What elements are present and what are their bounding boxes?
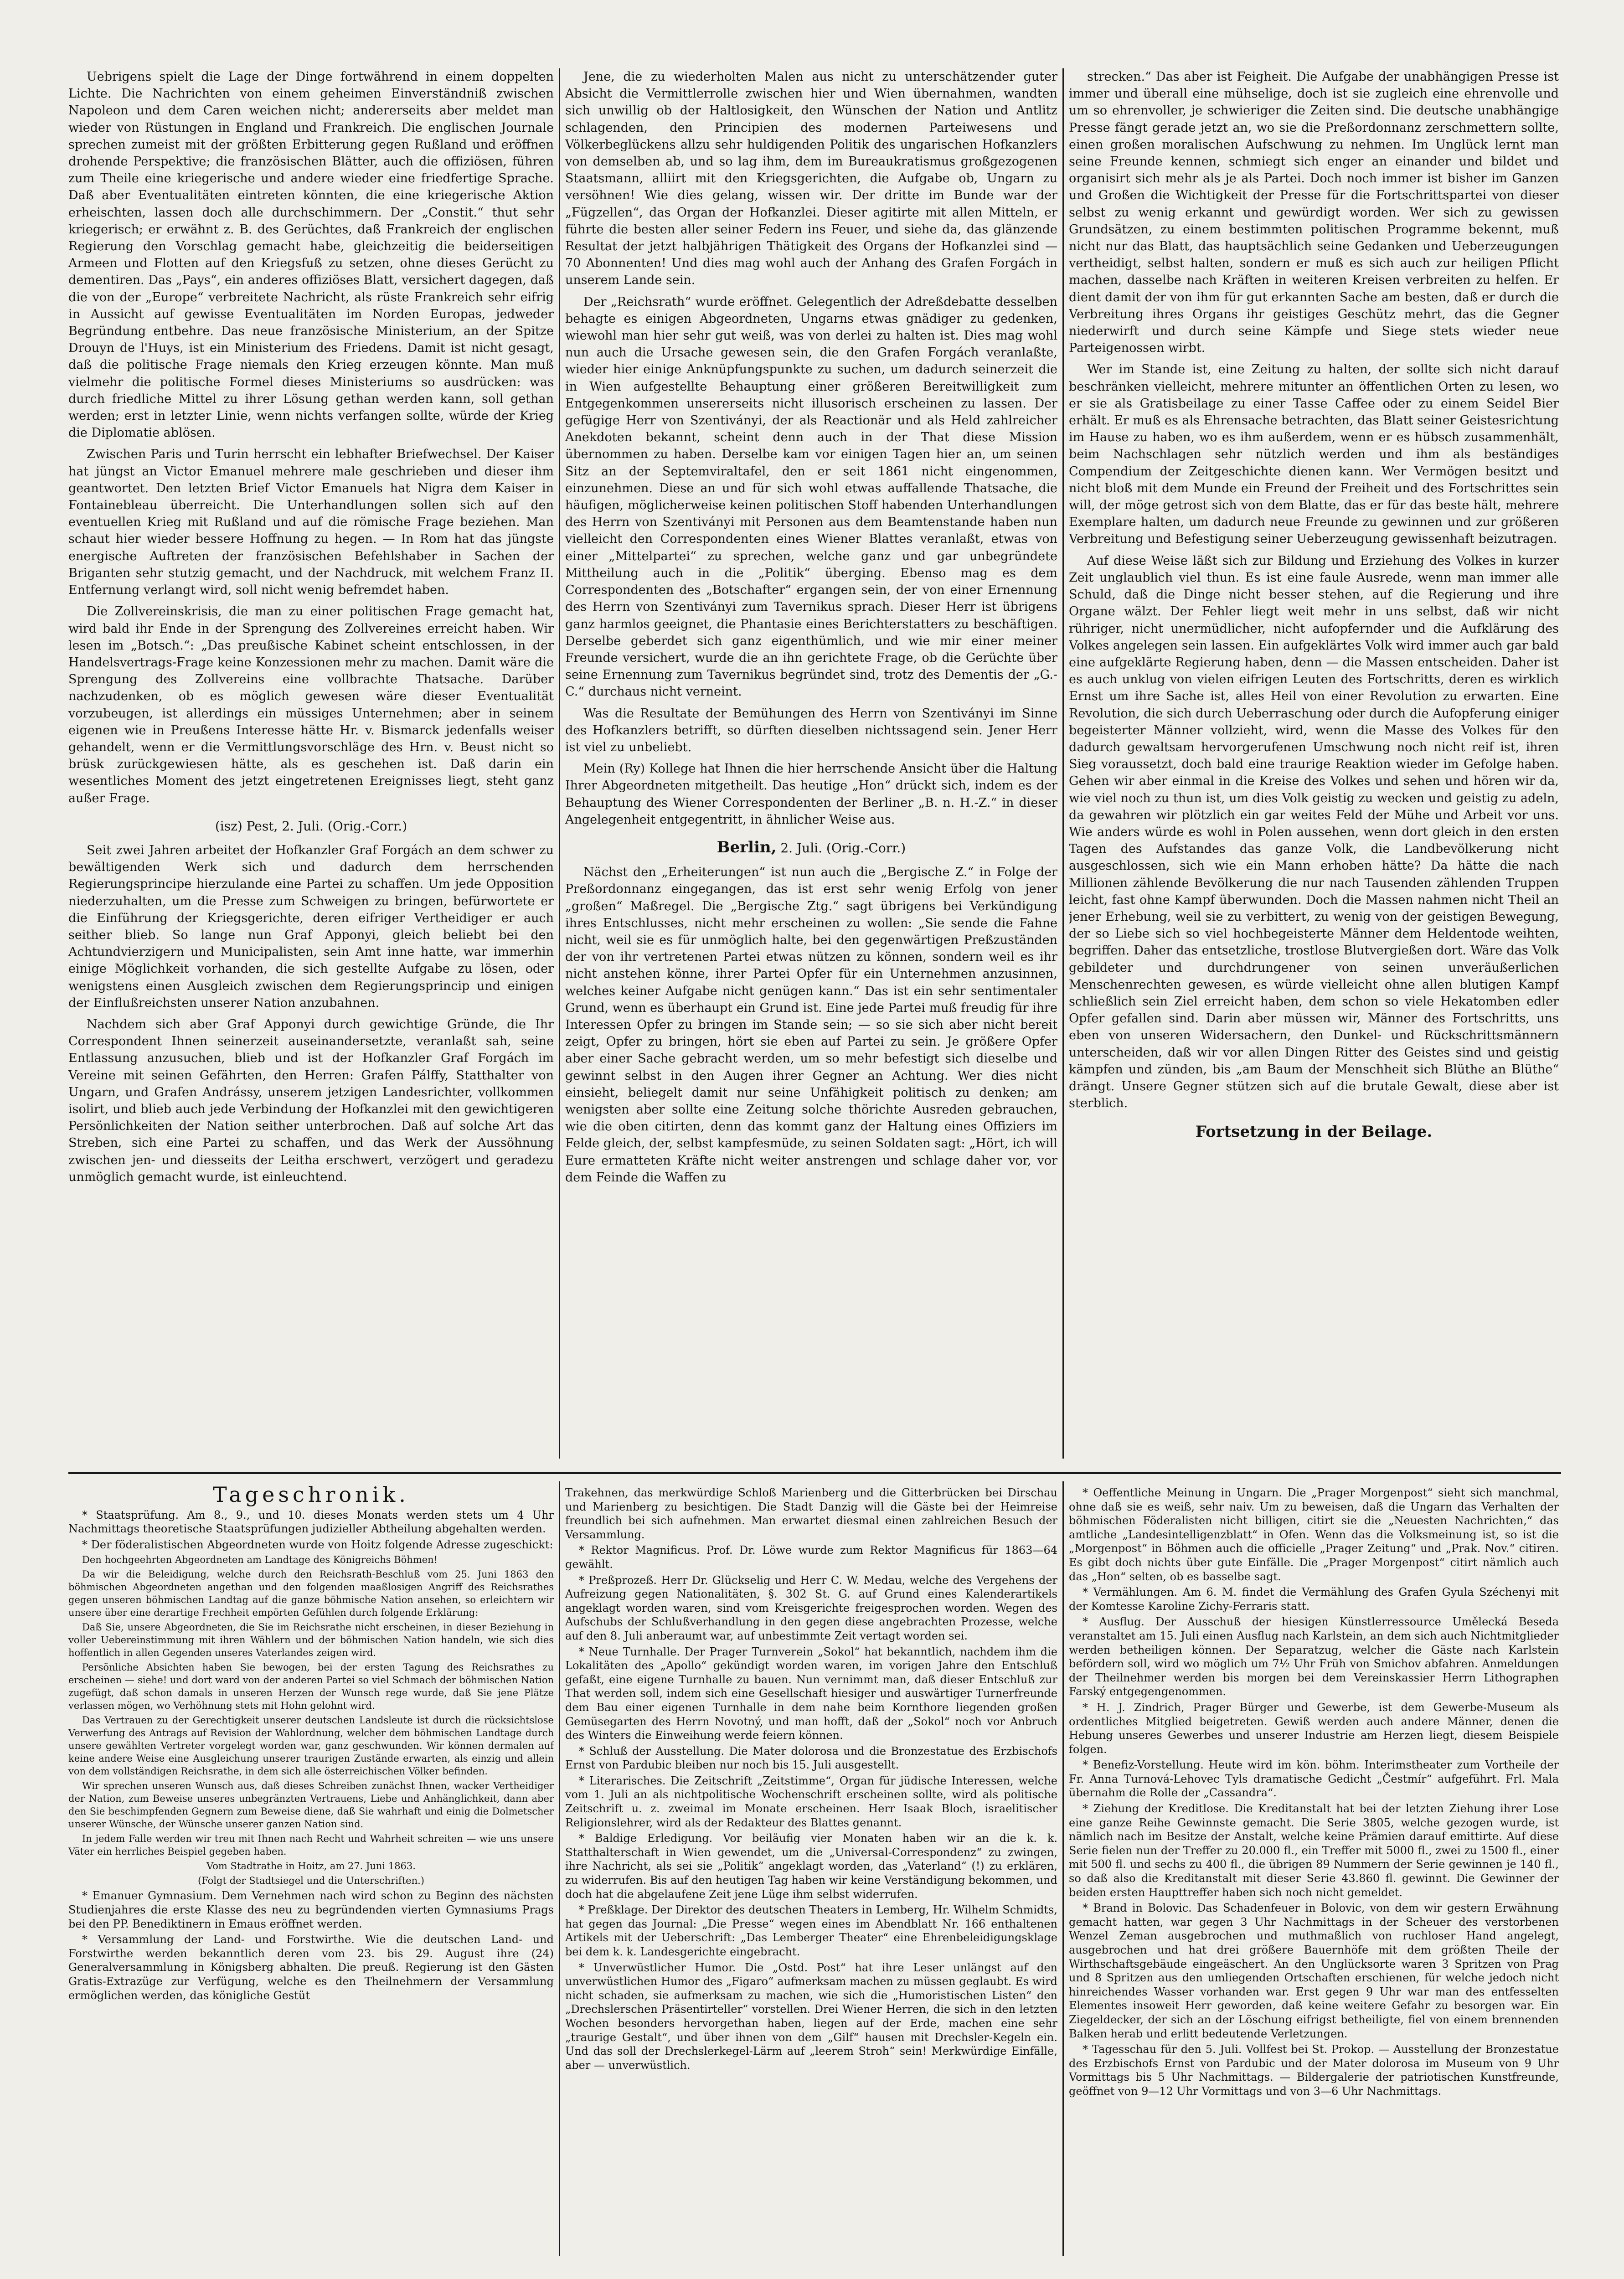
chronicle-column-2 <box>565 1486 1057 2261</box>
news-item: * Oeffentliche Meinung in Ungarn. Die „Prager Morgenpost“ sieht sich manchmal, ohne daß sie es weiß, sehr naiv. Um zu beweisen, daß die Ungarn das Verhalten der böhmischen Föderalisten nicht billigen, citirt sie die „Neuesten Nachrichten,“ das amtliche „Landesintelligenzblatt“ in Ofen. Wenn das die Volksmeinung ist, so ist die „Morgenpost“ in Böhmen auch die officielle „Prager Zeitung“ und „Prak. Nov.“ citiren. Es gibt doch nichts über gute Einfälle. Die „Prager Morgenpost“ citirt nämlich auch das „Hon“ selten, ob es basselbe sagt. <box>1069 1486 1559 1583</box>
continued-notice: Fortsetzung in der Beilage. <box>1195 1123 1433 1141</box>
dateline-berlin <box>565 839 1057 856</box>
chronicle-column-3 <box>1069 1486 1559 2261</box>
news-item: * Unverwüstlicher Humor. Die „Ostd. Post“ hat ihre Leser unlängst auf den unverwüstlichen Humor des „Figaro“ aufmerksam machen zu müssen geglaubt. Es wird nicht schaden, sie aufmerksam zu machen, wie sich die „Humoristischen Listen“ den „Drechslerschen Präsentirteller“ vorstellen. Drei Wiener Herren, die sich in den letzten Wochen besonders hervorgethan haben, liegen auf der Erde, machen eine sehr „traurige Gestalt“, und über ihnen von dem „Gilf“ hausen mit Drechsler-Kegeln ein. Und das soll der Drechslerkegel-Lärm auf „leerem Stroh“ sein! Merkwürdige Einfälle, aber — unverwüstlich. <box>565 1961 1057 2072</box>
column-divider <box>1062 1481 1064 2256</box>
article-column-1 <box>68 68 554 1459</box>
news-item: * Brand in Bolovic. Das Schadenfeuer in Bolovic, von dem wir gestern Erwähnung gemacht hatten, war gegen 3 Uhr Nachmittags in der Scheuer des verstorbenen Wenzel Zeman ausgebrochen und muthmaßlich von ruchloser Hand angelegt, ausgebrochen und hat drei größere Bauernhöfe mit dem größten Theile der Wirthschaftsgebäude eingeäschert. An den Unglücksorte waren 3 Spritzen von Prag und 8 Spritzen aus den umliegenden Ortschaften erschienen, für welche jedoch nicht hinreichendes Wasser vorhanden war. Erst gegen 9 Uhr war man des entfesselten Elementes insoweit Herr geworden, daß keine weitere Gefahr zu besorgen war. Ein Ziegeldecker, der sich an der Löschung eifrigst betheiligte, fiel von einem brennenden Balken herab und erlitt bedeutende Verletzungen. <box>1069 1902 1559 2040</box>
news-item: Trakehnen, das merkwürdige Schloß Marienberg und die Gitterbrücken bei Dirschau und Marienberg zu besichtigen. Die Stadt Danzig will die Gäste bei der Heimreise freundlich bei sich aufnehmen. Man erwartet diesmal einen zahlreichen Besuch der Versammlung. <box>565 1486 1057 1541</box>
paragraph: Nachdem sich aber Graf Apponyi durch gewichtige Gründe, die Ihr Correspondent Ihnen seinerzeit auseinandersetzte, veranlaßt sah, seine Entlassung anzusuchen, blieb und ist der Hofkanzler Graf Forgách im Vereine mit seinen Gefährten, den Herren: Grafen Pálffy, Statthalter von Ungarn, und Grafen Andrássy, unserem jetzigen Landesrichter, vollkommen isolirt, und blieb auch jede Verbindung der Hofkanzlei mit den gewichtigeren Persönlichkeiten der Nation seither unterbrochen. Daß auf solche Art das Streben, sich eine Partei zu schaffen, und das Werk der Aussöhnung zwischen jen- und diesseits der Leitha erschwert, verzögert und geradezu unmöglich gemacht wurde, ist einleuchtend. <box>68 1017 554 1184</box>
column-divider <box>1062 68 1064 1459</box>
paragraph: Zwischen Paris und Turin herrscht ein lebhafter Briefwechsel. Der Kaiser hat jüngst an Victor Emanuel mehrere male geschrieben und dieser ihm geantwortet. Den letzten Brief Victor Emanuels hat Nigra dem Kaiser in Fontainebleau überreicht. Die Unterhandlungen sollen sich auf den eventuellen Krieg mit Rußland und auf die römische Frage beziehen. Man schaut hier wieder bessere Hoffnung zu hegen. — In Rom hat das jüngste energische Auftreten der französischen Befehlshaber in Sachen der Briganten sehr stutzig gemacht, und der Nachdruck, mit welchem Franz II. Entfernung verlangt wird, soll nicht wenig befremdet haben. <box>68 447 554 598</box>
news-item: * Baldige Erledigung. Vor beiläufig vier Monaten haben wir an die k. k. Statthalterschaft in Wien gewendet, um die „Universal-Correspondenz“ zu zwingen, ihre Nachricht, als sei sie „Politik“ angeklagt worden, das „Vaterland“ (!) zu erklären, zu widerrufen. Bis auf den heutigen Tag haben wir keine Verständigung bekommen, und doch hat die abgelaufene Zeit jene Lüge ihm selbst widerrufen. <box>565 1832 1057 1901</box>
dateline-rest: 2. Juli. (Orig.-Corr.) <box>776 840 906 856</box>
news-item: * Rektor Magnificus. Prof. Dr. Löwe wurde zum Rektor Magnificus für 1863—64 gewählt. <box>565 1544 1057 1571</box>
paragraph: Wer im Stande ist, eine Zeitung zu halten, der sollte sich nicht darauf beschränken vielleicht, mehrere mitunter an öffentlichen Orten zu lesen, wo er sie als Gratisbeilage zu einer Tasse Caffee oder zu einem Seidel Bier erhält. Er muß es als Ehrensache betrachten, das Blatt seiner Geistesrichtung im Hause zu haben, wo es ihm außerdem, wenn er es hübsch zusammenhält, beim Nachschlagen sehr nützlich werden und ihm als beständiges Compendium der Zeitgeschichte dienen kann. Wer Vermögen besitzt und nicht bloß mit dem Munde ein Freund der Freiheit und des Fortschrittes sein will, der möge getrost sich von dem Blatte, das er für das beste hält, mehrere Exemplare halten, um dadurch neue Freunde zu gewinnen und zur größeren Verbreitung und Befestigung seiner Ueberzeugung gewissenhaft beizutragen. <box>1069 362 1559 547</box>
letter-signatures: (Folgt der Stadtsiegel und die Unterschriften.) <box>198 1875 424 1887</box>
section-divider <box>68 1472 1561 1474</box>
paragraph: Der „Reichsrath“ wurde eröffnet. Gelegentlich der Adreßdebatte desselben behagte es einigen Abgeordneten, Ungarns etwas gnädiger zu gedenken, wiewohl man hier sehr gut weiß, was von derlei zu halten ist. Dies mag wohl nun auch die Ursache gewesen sein, die den Grafen Forgách veranlaßte, wieder hier einige Anknüpfungspunkte zu suchen, um dadurch seinerzeit die in Wien aufgestellte Behauptung einer größeren Bereitwilligkeit zum Entgegenkommen unsererseits nicht illusorisch erscheinen zu lassen. Der gefügige Herr von Szentiványi, der als Reactionär und als Held zahlreicher Anekdoten bekannt, scheint denn auch in der That diese Mission übernommen zu haben. Derselbe kam vor einigen Tagen hier an, um seinen Sitz an der Septemviraltafel, den er seit 1861 nicht eingenommen, einzunehmen. Diese an und für sich wohl etwas auffallende Thatsache, die häufigen, möglicherweise keinen politischen Stoff habenden Unterhandlungen des Herrn von Szentiványi mit Personen aus dem Beamtenstande haben nun vielleicht den Correspondenten eines Wiener Blattes veranlaßt, etwas von einer „Mittelpartei“ zu sprechen, welche ganz und gar unbegründete Mittheilung auch in die „Politik“ überging. Ebenso mag es dem Correspondenten des „Botschafter“ ergangen sein, der von einer Ernennung des Herrn von Szentiványi zum Tavernikus sprach. Dieser Herr ist übrigens ganz harmlos geeignet, die Phantasie eines Berichterstatters zu beschäftigen. Derselbe geberdet sich ganz eigenthümlich, und wie mir einer meiner Freunde versichert, wurde die an ihn gerichtete Frage, ob die Gerüchte über seine Ernennung zum Tavernikus begründet sind, trotz des Dementis der „G.-C.“ durchaus nicht verneint. <box>565 294 1057 699</box>
letter-text: Das Vertrauen zu der Gerechtigkeit unserer deutschen Landsleute ist durch die rücksichtslose Verwerfung des Antrags auf Revision der Wahlordnung, welcher dem böhmischen Landtage durch unsere gewählten Vertreter vorgelegt worden war, ganz geschwunden. Wir können dermalen auf keine andere Weise eine Ausgleichung unserer traurigen Zustände erwarten, als einzig und allein von dem vollständigen Reichsrathe, in dem sich alle österreichischen Völker befinden. <box>68 1715 554 1777</box>
paragraph: Auf diese Weise läßt sich zur Bildung und Erziehung des Volkes in kurzer Zeit unglaublich viel thun. Es ist eine faule Ausrede, wenn man immer alle Schuld, daß die Dinge nicht besser stehen, auf die Regierung und ihre Organe wälzt. Der Fehler liegt weit mehr in uns selbst, daß wir nicht rühriger, nicht unermüdlicher, nicht aufopfernder und die Aufklärung des Volkes angelegen sein lassen. Ein aufgeklärtes Volk wird immer auch gar bald eine aufgeklärte Regierung haben, denn — die Massen entscheiden. Daher ist es auch unklug von vielen eifrigen Leuten des Fortschritts, deren es wirklich Ernst um ihre Sache ist, alles Heil von einer Revolution zu erwarten. Eine Revolution, die sich durch Ueberraschung oder durch die Aufopferung einiger begeisterter Männer vollzieht, wird, wenn die Masse des Volkes für den dadurch gewaltsam hervorgerufenen Umschwung noch nicht reif ist, ihren Sieg voraussetzt, doch bald eine traurige Reaktion wieder im Gefolge haben. Gehen wir aber einmal in die Kreise des Volkes und sehen und hören wir da, wie viel noch zu thun ist, um dies Volk geistig zu wecken und geistig zu adeln, da gewahren wir plötzlich ein gar weites Feld der Mühe und Arbeit vor uns. Wie anders würde es wohl in Polen aussehen, wenn dort gleich in den ersten Tagen des Aufstandes das ganze Volk, die Landbevölkerung nicht ausgeschlossen, sich wie ein Mann erhoben hätte? Da hätte die nach Millionen zählende Bevölkerung die nur nach Tausenden zählenden Truppen leicht, fast ohne Kampf überwunden. Doch die Massen nahmen nicht Theil an jener Erhebung, weil sie zu verbittert, zu wenig von der geistigen Bewegung, der so Liebe sich so viel hochbegeisterte Männer dem Heldentode weihten, begriffen. Daher das entsetzliche, trostlose Blutvergießen dort. Wäre das Volk gebildeter und durchdrungener von seinen unveräußerlichen Menschenrechten gewesen, es würde vielleicht ohne allen blutigen Kampf schließlich sein Ziel erreicht haben, dem schon so viele Hekatomben edler Opfer gefallen sind. Darin aber müssen wir, Männer des Fortschritts, uns eben von unseren Widersachern, den Dunkel- und Rückschrittsmännern unterscheiden, daß wir vor allen Dingen Ritter des Geistes sind und geistig kämpfen und zünden, bis „am Baum der Menschheit sich Blüthe an Blüthe“ drängt. Unsere Gegner stützen sich auf die brutale Gewalt, diese aber ist sterblich. <box>1069 553 1559 1111</box>
paragraph: Mein (Ry) Kollege hat Ihnen die hier herrschende Ansicht über die Haltung Ihrer Abgeordneten mitgetheilt. Das heutige „Hon“ drückt sich, indem es der Behauptung des Wiener Correspondenten der Berliner „B. n. H.-Z.“ in dieser Angelegenheit entgegentritt, in ähnlicher Weise aus. <box>565 762 1057 827</box>
news-item: * Ausflug. Der Ausschuß der hiesigen Künstlerressource Umělecká Beseda veranstaltet am 15. Juli einen Ausflug nach Karlstein, an dem sich auch Nichtmitglieder werden betheiligen können. Der Separatzug, welcher die Gäste nach Karlstein befördern soll, wird wo möglich um 7½ Uhr Früh von Smichov abfahren. Anmeldungen der Theilnehmer werden bis morgen bei dem Vereinskassier Herrn Lithographen Farský entgegengenommen. <box>1069 1615 1559 1698</box>
paragraph: Uebrigens spielt die Lage der Dinge fortwährend in einem doppelten Lichte. Die Nachrichten von einem geheimen Einverständniß zwischen Napoleon und dem Caren weichen nicht; andererseits aber meldet man wieder von Rüstungen in England und Frankreich. Die englischen Journale sprechen zumeist mit der größten Erbitterung gegen Rußland und eröffnen drohende Perspektive; die französischen Blätter, auch die offiziösen, führen zum Theile eine kriegerische und andere wieder eine friedfertige Sprache. Daß aber Eventualitäten eintreten könnten, die eine kriegerische Aktion erheischten, lassen doch alle durchschimmern. Der „Constit.“ thut sehr kriegerisch; er erwähnt z. B. des Gerüchtes, daß Frankreich der englischen Regierung den Vorschlag gemacht habe, gleichzeitig die beiderseitigen Armeen und Flotten auf den Kriegsfuß zu setzen, ohne dieses Gerücht zu dementiren. Das „Pays“, ein anderes offiziöses Blatt, versichert dagegen, daß die von der „Europe“ verbreitete Nachricht, als rüste Frankreich sehr eifrig in Aussicht auf gewisse Eventualitäten im Norden Europas, jedweder Begründung entbehre. Das neue französische Ministerium, an der Spitze Drouyn de l'Huys, ist ein Ministerium des Friedens. Damit ist nicht gesagt, daß die politische Frage niemals den Krieg erzeugen könnte. Man muß vielmehr die politische Formel dieses Ministeriums so ausdrücken: was durch friedliche Mittel zu ihrer Lösung gethan werden kann, soll gethan werden; erst in letzter Linie, wenn nichts verfangen sollte, würde der Krieg die Diplomatie ablösen. <box>68 70 554 440</box>
article-column-2 <box>565 68 1057 1459</box>
paragraph: Jene, die zu wiederholten Malen aus nicht zu unterschätzender guter Absicht die Vermittlerrolle zwischen hier und Wien übernahmen, wandten sich unwillig ob der Haltlosigkeit, den Wünschen der Nation und Antlitz schlagenden, den Principien des modernen Parteiwesens und Völkerbeglückens allzu sehr huldigenden Politik des ungarischen Hofkanzlers von demselben ab, und so lag ihm, dem im Bureaukratismus großgezogenen Staatsmann, alliirt mit den Kriegsgerichten, die Aufgabe ob, Ungarn zu versöhnen! Wie dies gelang, wissen wir. Der dritte im Bunde war der „Fügzellen“, das Organ der Hofkanzlei. Dieser agitirte mit allen Mitteln, er führte die besten aller seiner Federn ins Feuer, und siehe da, das glänzende Resultat der jetzt halbjährigen Thätigkeit des Organs der Hofkanzlei sind — 70 Abonnenten! Und dies mag wohl auch der Anhang des Grafen Forgách in unserem Lande sein. <box>565 70 1057 288</box>
letter-text: Wir sprechen unseren Wunsch aus, daß dieses Schreiben zunächst Ihnen, wacker Vertheidiger der Nation, zum Beweise unseres unbegränzten Vertrauens, Liebe und Anhänglichkeit, dann aber den Sie beschimpfenden Gegnern zum Beweise diene, daß Sie wahrhaft und einig die Dolmetscher unserer Wünsche, der Wünsche unserer ganzen Nation sind. <box>68 1780 554 1830</box>
news-item: * Literarisches. Die Zeitschrift „Zeitstimme“, Organ für jüdische Interessen, welche vom 1. Juli an als nichtpolitische Wochenschrift erscheinen sollte, wird als politische Zeitschrift u. z. zweimal im Monate erscheinen. Herr Isaak Bloch, israelitischer Religionslehrer, wird als der Redakteur des Blattes genannt. <box>565 1774 1057 1829</box>
column-divider <box>559 1481 560 2256</box>
news-item: * Preßklage. Der Direktor des deutschen Theaters in Lemberg, Hr. Wilhelm Schmidts, hat gegen das Journal: „Die Presse“ wegen eines im Abendblatt Nr. 166 enthaltenen Artikels mit der Ueberschrift: „Das Lemberger Theater“ eine Ehrenbeleidigungsklage bei dem k. k. Landesgerichte eingebracht. <box>565 1903 1057 1958</box>
paragraph: Seit zwei Jahren arbeitet der Hofkanzler Graf Forgách an dem schwer zu bewältigenden Werk sich und dadurch dem herrschenden Regierungsprincipe hierzulande eine Partei zu schaffen. Um jede Opposition niederzuhalten, um die Presse zum Schweigen zu bringen, befürwortete er die Einführung der Kriegsgerichte, deren eifriger Vertheidiger er auch seither blieb. So lange nun Graf Apponyi, gleich beliebt bei den Achtundvierzigern und Municipalisten, sein Amt inne hatte, war immerhin einige Möglichkeit vorhanden, die sich gestellte Aufgabe zu lösen, oder wenigstens einen Ausgleich zwischen dem Regierungsprincip und einigen der Einflußreichsten unserer Nation anzubahnen. <box>68 843 554 1010</box>
chronicle-title: Tageschronik. <box>213 1486 409 1507</box>
paragraph: Die Zollvereinskrisis, die man zu einer politischen Frage gemacht hat, wird bald ihr Ende in der Sprengung des Zollvereines erreicht haben. Wir lesen im „Botsch.“: „Das preußische Kabinet scheint entschlossen, in der Handelsvertrags-Frage keine Konzessionen mehr zu machen. Damit wäre die Sprengung des Zollvereins eine vollbrachte Thatsache. Darüber nachzudenken, ob es möglich gewesen wäre dieser Eventualität vorzubeugen, ist allerdings ein müssiges Unternehmen; aber in seinem eigenen wie in Preußens Interesse hätte Hr. v. Bismarck jedenfalls weiser gehandelt, wenn er die Vermittlungsvorschläge des Hrn. v. Beust nicht so brüsk zurückgewiesen hätte, als es geschehen ist. Daß darin ein wesentliches Moment des jetzt eingetretenen Ereignisses liegt, steht ganz außer Frage. <box>68 604 554 805</box>
news-item: * Der föderalistischen Abgeordneten wurde von Hoitz folgende Adresse zugeschickt: <box>82 1538 553 1551</box>
letter-text: Persönliche Absichten haben Sie bewogen, bei der ersten Tagung des Reichsrathes zu erscheinen — siehe! und dort ward von der anderen Partei so viel Schmach der böhmischen Nation zugefügt, daß schon damals in unseren Herzen der Wunsch rege wurde, daß Sie jene Plätze verlassen mögen, wo Verhöhnung stets mit Hohn gelohnt wird. <box>68 1662 554 1712</box>
news-item: * Ziehung der Kreditlose. Die Kreditanstalt hat bei der letzten Ziehung ihrer Lose eine ganze Reihe Gewinnste gemacht. Die Serie 3805, welche gezogen wurde, ist nämlich nach im Besitze der Anstalt, welche keine Prämien darauf emittirte. Auf diese Serie fielen nun der Treffer zu 20.000 fl., ein Treffer mit 5000 fl., zwei zu 1500 fl., einer mit 500 fl. und sechs zu 400 fl., die übrigen 89 Nummern der Serie gewinnen je 140 fl., so daß also die Kreditanstalt mit dieser Serie 43.860 fl. gewinnt. Die Gewinner der beiden ersten Haupttreffer haben sich noch nicht gemeldet. <box>1069 1802 1559 1899</box>
paragraph: Nächst den „Erheiterungen“ ist nun auch die „Bergische Z.“ in Folge der Preßordonnanz eingegangen, das ist erst sehr wenig Erfolg von jener „großen“ Maßregel. Die „Bergische Ztg.“ sagt übrigens bei Verkündigung ihres Entschlusses, nicht mehr erscheinen zu wollen: „Sie sende die Fahne nicht, weil sie es für unmöglich halte, bei den gegenwärtigen Preßzuständen der von ihr vertretenen Partei etwas nützen zu können, sondern weil es ihr nicht anstehen könne, ihrer Partei Opfer für ein Unternehmen anzusinnen, welches keiner Aufgabe nicht genügen kann.“ Das ist ein sehr sentimentaler Grund, wenn es überhaupt ein Grund ist. Eine jede Partei muß freudig für ihre Interessen Opfer zu bringen im Stande sein; — so sie sich aber nicht bereit zeigt, Opfer zu bringen, hört sie eben auf Partei zu sein. Je größere Opfer aber einer Sache gebracht werden, um so mehr befestigt sich dieselbe und gewinnt selbst in den Augen ihrer Gegner an Achtung. Wer dies nicht einsieht, beliegelt damit nur seine Unfähigkeit politisch zu denken; am wenigsten aber sollte eine Zeitung solche thörichte Ausreden gebrauchen, wie die oben citirten, denn das kommt ganz der Haltung eines Offiziers im Felde gleich, der, selbst kampfesmüde, zu seinen Soldaten sagt: „Hört, ich will Eure ermatteten Kräfte nicht weiter anstrengen und schlage daher vor, vor dem Feinde die Waffen zu <box>565 865 1057 1185</box>
paragraph: strecken.“ Das aber ist Feigheit. Die Aufgabe der unabhängigen Presse ist immer und überall eine mühselige, doch ist sie zugleich eine ehrenvolle und um so ehrenvoller, je schwieriger die Zeiten sind. Die deutsche unabhängige Presse fängt gerade jetzt an, wo sie die Preßordonnanz zerschmettern sollte, einen großen moralischen Aufschwung zu nehmen. Im Unglück lernt man seine Freunde kennen, schmiegt sich enger an einander und bildet und organisirt sich mehr als je als Partei. Doch noch immer ist bisher im Ganzen und Großen die Wichtigkeit der Presse für die Fortschrittspartei von dieser selbst zu wenig erkannt und gewürdigt worden. Wer sich zu gewissen Grundsätzen, zu einem bestimmten politischen Programme bekennt, muß nicht nur das Blatt, das hauptsächlich seine Gedanken und Ueberzeugungen vertheidigt, selbst halten, sondern er muß es sich auch zur heiligen Pflicht machen, dasselbe nach Kräften in weiteren Kreisen verbreiten zu helfen. Er dient damit der von ihm für gut erkannten Sache am besten, daß er durch die Verbreitung ihres Organs ihr geistiges Geschütz mehrt, das die Gegner niederwirft und durch seine Kämpfe und Siege stets wieder neue Parteigenossen wirbt. <box>1069 70 1559 356</box>
letter-text: In jedem Falle werden wir treu mit Ihnen nach Recht und Wahrheit schreiten — wie uns unsere Väter ein herrliches Beispiel gegeben haben. <box>68 1833 554 1857</box>
article-column-3 <box>1069 68 1559 1459</box>
column-divider <box>559 68 560 1459</box>
news-item: * Staatsprüfung. Am 8., 9., und 10. dieses Monats werden stets um 4 Uhr Nachmittags theoretische Staatsprüfungen judizieller Abtheilung abgehalten werden. <box>68 1508 554 1536</box>
news-item: * Tagesschau für den 5. Juli. Vollfest bei St. Prokop. — Ausstellung der Bronzestatue des Erzbischofs Ernst von Pardubic und der Mater dolorosa im Museum von 9 Uhr Vormittags bis 5 Uhr Nachmittags. — Bildergalerie der patriotischen Kunstfreunde, geöffnet von 9—12 Uhr Vormittags und von 3—6 Uhr Nachmittags. <box>1069 2043 1559 2098</box>
dateline-pest: (isz) Pest, 2. Juli. (Orig.-Corr.) <box>215 818 407 834</box>
news-item: * H. J. Zindrich, Prager Bürger und Gewerbe, ist dem Gewerbe-Museum als ordentliches Mitglied beigetreten. Gewiß werden auch andere Männer, denen die Hebung unseres Gewerbes und unserer Industrie am Herzen liegt, diesem Beispiele folgen. <box>1069 1701 1559 1756</box>
letter-signoff: Vom Stadtrathe in Hoitz, am 27. Juni 1863. <box>206 1861 416 1872</box>
letter-heading: Den hochgeehrten Abgeordneten am Landtage des Königreichs Böhmen! <box>82 1554 438 1566</box>
letter-text: Daß Sie, unsere Abgeordneten, die Sie im Reichsrathe nicht erscheinen, in dieser Beziehung in voller Uebereinstimmung mit ihren Wählern und der böhmischen Nation handeln, wie sich dies hoffentlich in allen Gegenden unseres Vaterlandes zeigen wird. <box>68 1622 554 1659</box>
news-item: * Benefiz-Vorstellung. Heute wird im kön. böhm. Interimstheater zum Vortheile der Fr. Anna Turnová-Lehovec Tyls dramatische Gedicht „Čestmír“ aufgeführt. Frl. Mala übernahm die Rolle der „Cassandra“. <box>1069 1758 1559 1799</box>
chronicle-column-1 <box>68 1486 554 2261</box>
dateline-city: Berlin, <box>717 838 777 856</box>
news-item: * Schluß der Ausstellung. Die Mater dolorosa und die Bronzestatue des Erzbischofs Ernst von Pardubic bleiben nur noch bis 15. Juli ausgestellt. <box>565 1744 1057 1772</box>
news-item: * Neue Turnhalle. Der Prager Turnverein „Sokol“ hat bekanntlich, nachdem ihm die Lokalitäten des „Apollo“ gekündigt worden waren, im vorigen Jahre den Entschluß gefaßt, eine eigene Turnhalle zu bauen. Nun vernimmt man, daß dieser Entschluß zur That werden soll, indem sich eine Gesellschaft hiesiger und auswärtiger Turnerfreunde dem Bau einer eigenen Turnhalle in dem nahe beim Kornthore liegenden großen Gemüsegarten des Herrn Novotný, und man hofft, daß der „Sokol“ noch vor Anbruch des Winters die Einweihung werde feiern können. <box>565 1645 1057 1742</box>
news-item: * Vermählungen. Am 6. M. findet die Vermählung des Grafen Gyula Széchenyi mit der Komtesse Karoline Zichy-Ferraris statt. <box>1069 1586 1559 1613</box>
paragraph: Was die Resultate der Bemühungen des Herrn von Szentiványi im Sinne des Hofkanzlers betrifft, so dürften dieselben nichtssagend sein. Jener Herr ist viel zu unbeliebt. <box>565 706 1057 754</box>
news-item: * Preßprozeß. Herr Dr. Glückselig und Herr C. W. Medau, welche des Vergehens der Aufreizung gegen Nationalitäten, §. 302 St. G. auf Grund eines Kalenderartikels angeklagt worden waren, sind vom Kreisgerichte freigesprochen worden. Wegen des Aufschubs der Schlußverhandlung in den gegen diese angebrachten Prozesse, welche auf den 8. Juli anberaumt war, auf unbestimmte Zeit vertagt worden sei. <box>565 1573 1057 1642</box>
news-item: * Versammlung der Land- und Forstwirthe. Wie die deutschen Land- und Forstwirthe werden bekanntlich deren vom 23. bis 29. August ihre (24) Generalversammlung in Königsberg abhalten. Die preuß. Regierung ist den Gästen Gratis-Extrazüge zur Verfügung, welche es den Theilnehmern der Versammlung ermöglichen werden, das königliche Gestüt <box>68 1933 554 2002</box>
letter-text: Da wir die Beleidigung, welche durch den Reichsrath-Beschluß vom 25. Juni 1863 den böhmischen Abgeordneten angethan und den folgenden maaßlosigen Angriff des Reichsrathes gegen unseren böhmischen Landtag auf die ganze böhmische Nation ansehen, so erleichtern wir unsere über eine derartige Frechheit empörten Gefühlen durch folgende Erklärung: <box>68 1569 554 1619</box>
news-item: * Emanuer Gymnasium. Dem Vernehmen nach wird schon zu Beginn des nächsten Studienjahres die erste Klasse des neu zu begründenden vierten Gymnasiums Prags bei den PP. Benediktinern in Emaus eröffnet werden. <box>68 1889 554 1930</box>
